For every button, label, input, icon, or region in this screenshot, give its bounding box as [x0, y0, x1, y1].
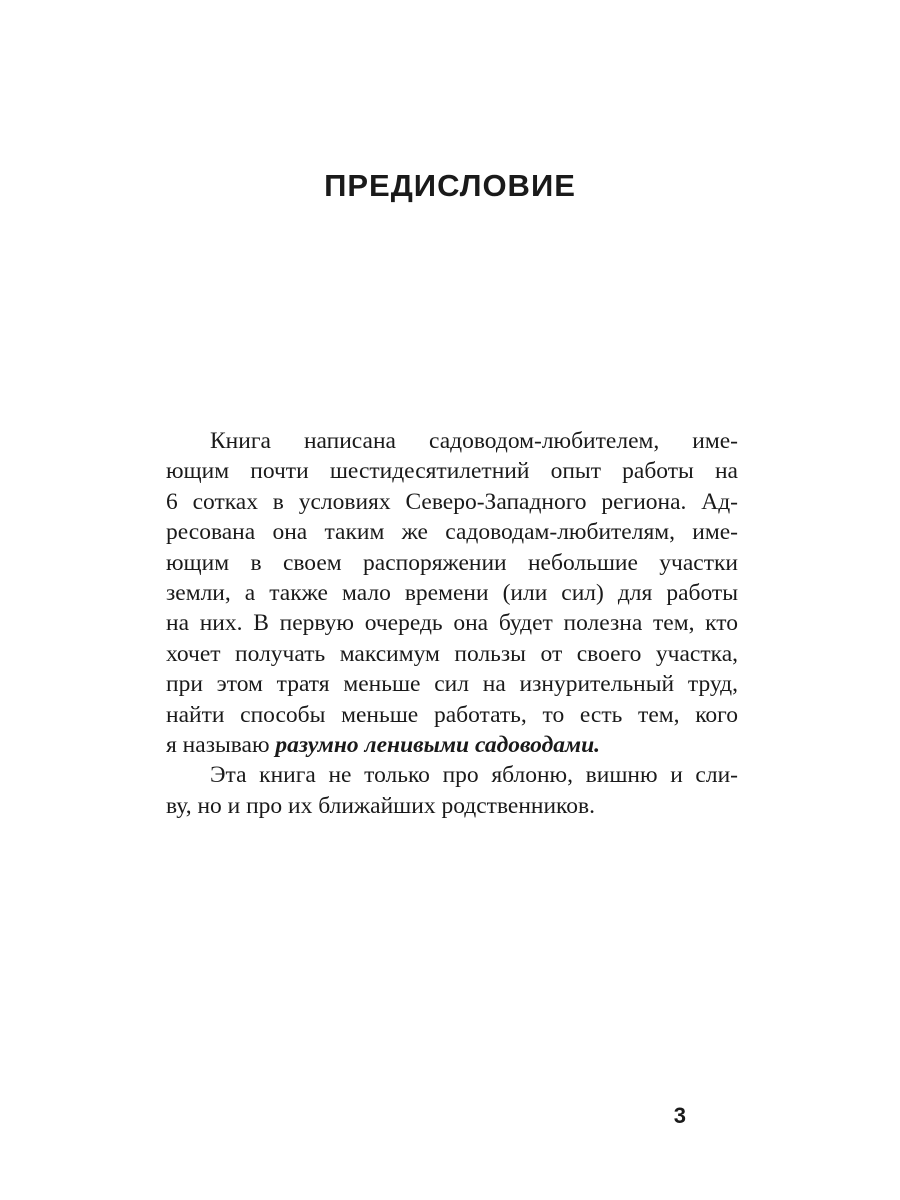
text-line: ющим в своем распоряжении небольшие участки — [166, 549, 738, 576]
text-line: ющим почти шестидесятилетний опыт работы на — [166, 458, 738, 485]
text-line: хочет получать максимум пользы от своего участка, — [166, 640, 738, 667]
text-line: на них. В первую очередь она будет полезна тем, кто — [166, 610, 738, 637]
text-line: 6 сотках в условиях Северо-Западного региона. Ад- — [166, 488, 738, 515]
emphasis-text: разумно ленивыми садоводами. — [275, 732, 601, 759]
page-number: 3 — [673, 1103, 686, 1128]
text-line: Эта книга не только про яблоню, вишню и сли- — [210, 762, 738, 789]
page-title: ПРЕДИСЛОВИЕ — [324, 168, 576, 203]
text-prefix: я называю — [166, 732, 276, 759]
text-line: земли, а также мало времени (или сил) для работы — [166, 580, 738, 607]
paragraph-1 — [166, 426, 738, 760]
paragraph-2 — [166, 760, 738, 821]
text-line: ву, но и про их ближайших родственников. — [166, 792, 596, 819]
preface-text — [166, 426, 738, 821]
text-line: при этом тратя меньше сил на изнурительный труд, — [166, 671, 738, 698]
text-line: ресована она таким же садоводам-любителям, име- — [166, 519, 738, 546]
text-line: найти способы меньше работать, то есть тем, кого — [166, 701, 738, 728]
text-line-last — [166, 730, 738, 760]
text-line: Книга написана садоводом-любителем, име- — [210, 428, 738, 454]
